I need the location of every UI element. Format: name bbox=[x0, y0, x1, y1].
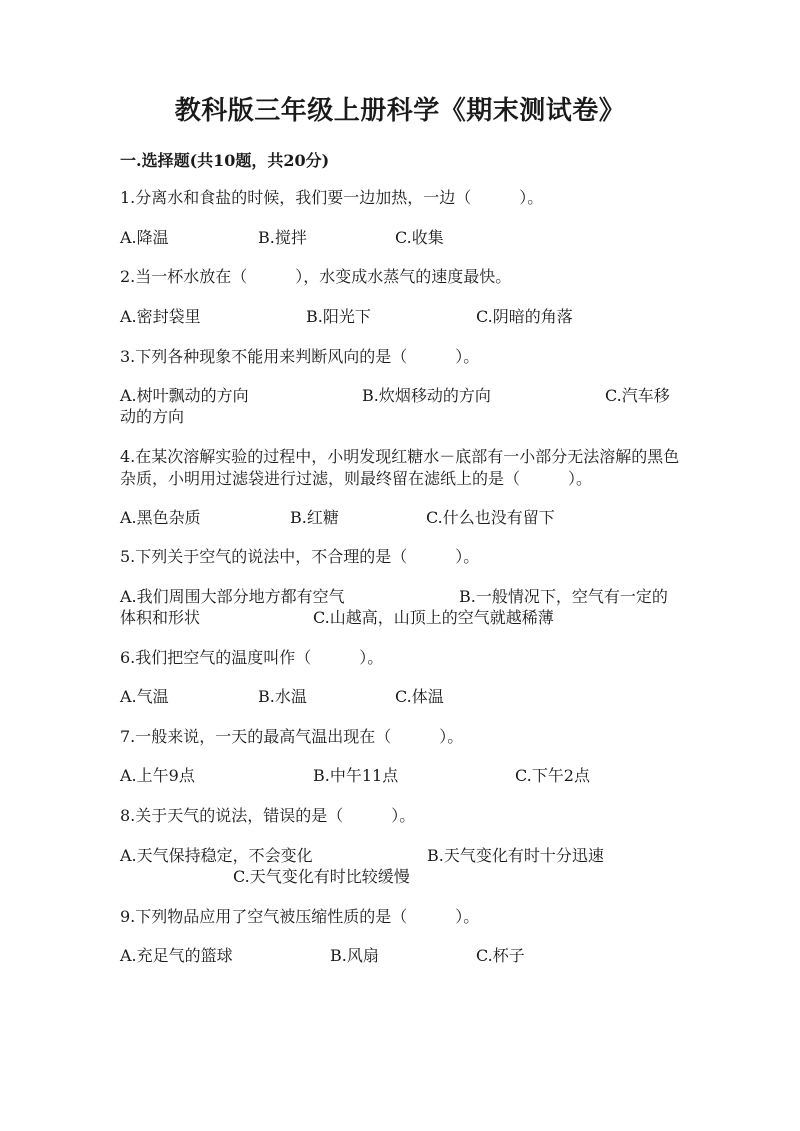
question-4-option-a: A.黑色杂质 bbox=[120, 508, 201, 527]
question-4-stem: 4.在某次溶解实验的过程中，小明发现红糖水－底部有一小部分无法溶解的黑色杂质，小明用过滤袋进行过滤，则最终留在滤纸上的是（ ）。 bbox=[120, 447, 680, 488]
question-3-stem: 3.下列各种现象不能用来判断风向的是（ ）。 bbox=[120, 347, 480, 366]
question-5-option-c: C.山越高，山顶上的空气就越稀薄 bbox=[313, 608, 554, 627]
question-7-option-b: B.中午11点 bbox=[313, 766, 399, 785]
question-3-option-c: C.汽车移 bbox=[605, 386, 670, 405]
question-2-stem: 2.当一杯水放在（ ），水变成水蒸气的速度最快。 bbox=[120, 267, 512, 286]
question-9-option-b: B.风扇 bbox=[330, 946, 379, 965]
question-9-option-a: A.充足气的篮球 bbox=[120, 946, 233, 965]
question-8-option-b: B.天气变化有时十分迅速 bbox=[427, 846, 604, 865]
question-1-option-b: B.搅拌 bbox=[258, 228, 307, 247]
question-1-option-c: C.收集 bbox=[395, 228, 444, 247]
question-2-option-c: C.阴暗的角落 bbox=[476, 307, 573, 326]
question-3-option-b: B.炊烟移动的方向 bbox=[362, 386, 491, 405]
question-5-stem: 5.下列关于空气的说法中，不合理的是（ ）。 bbox=[120, 547, 480, 566]
question-5-option-b-continued: 体积和形状 bbox=[120, 608, 201, 627]
question-1-option-a: A.降温 bbox=[120, 228, 169, 247]
question-4-option-b: B.红糖 bbox=[290, 508, 339, 527]
question-2-option-b: B.阳光下 bbox=[306, 307, 371, 326]
question-9-stem: 9.下列物品应用了空气被压缩性质的是（ ）。 bbox=[120, 907, 480, 926]
question-3-option-c-continued: 动的方向 bbox=[120, 407, 185, 426]
page-title: 教科版三年级上册科学《期末测试卷》 bbox=[174, 96, 626, 126]
question-8-option-c: C.天气变化有时比较缓慢 bbox=[233, 867, 410, 886]
question-7-option-a: A.上午9点 bbox=[120, 766, 195, 785]
question-6-option-b: B.水温 bbox=[258, 687, 307, 706]
question-6-stem: 6.我们把空气的温度叫作（ ）。 bbox=[120, 648, 384, 667]
question-3-option-a: A.树叶飘动的方向 bbox=[120, 386, 249, 405]
section-heading: 一.选择题(共10题，共20分) bbox=[120, 151, 330, 170]
question-5-option-a: A.我们周围大部分地方都有空气 bbox=[120, 587, 345, 606]
question-1-stem: 1.分离水和食盐的时候，我们要一边加热，一边（ ）。 bbox=[120, 188, 544, 207]
question-6-option-c: C.体温 bbox=[395, 687, 444, 706]
question-7-stem: 7.一般来说，一天的最高气温出现在（ ）。 bbox=[120, 727, 464, 746]
question-4-option-c: C.什么也没有留下 bbox=[426, 508, 555, 527]
question-2-option-a: A.密封袋里 bbox=[120, 307, 201, 326]
question-5-option-b: B.一般情况下，空气有一定的 bbox=[459, 587, 668, 606]
question-8-option-a: A.天气保持稳定，不会变化 bbox=[120, 846, 313, 865]
question-8-stem: 8.关于天气的说法，错误的是（ ）。 bbox=[120, 806, 416, 825]
question-6-option-a: A.气温 bbox=[120, 687, 169, 706]
question-9-option-c: C.杯子 bbox=[476, 946, 525, 965]
question-7-option-c: C.下午2点 bbox=[515, 766, 590, 785]
